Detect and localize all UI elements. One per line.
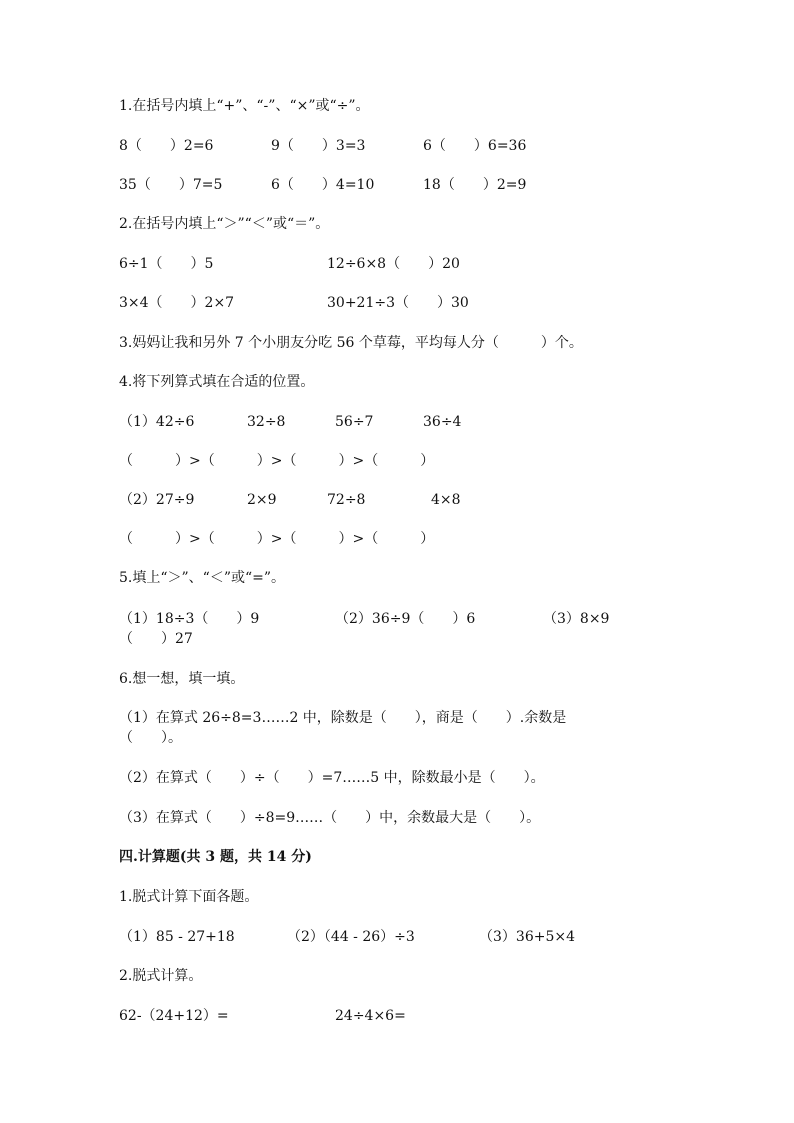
calc2-item1: 62-（24+12）= [119,1008,229,1024]
q4-group2-item1: （2）27÷9 [119,492,195,508]
q1-title: 1.在括号内填上“+”、“-”、“×”或“÷”。 [119,98,370,114]
q6-part3: （3）在算式（ ）÷8=9……（ ）中，余数最大是（ ）。 [119,810,541,826]
q1-row1-item2: 9（ ）3=3 [271,138,366,154]
q6-title: 6.想一想，填一填。 [119,671,245,687]
q2-row1-item1: 6÷1（ ）5 [119,256,214,272]
q4-order1-blanks: （ ）>（ ）>（ ）>（ ） [119,453,435,469]
q4-group1-item3: 56÷7 [335,414,374,430]
q6-part1-line1: （1）在算式 26÷8=3……2 中，除数是（ ），商是（ ）.余数是 [119,710,567,726]
calc1-item3: （3）36+5×4 [479,929,575,945]
q2-row2-item1: 3×4（ ）2×7 [119,295,235,311]
calc2-item2: 24÷4×6= [335,1008,406,1024]
q5-item3: （3）8×9 [543,611,610,627]
q2-row1-item2: 12÷6×8（ ）20 [327,256,460,272]
q4-group1-item1: （1）42÷6 [119,414,195,430]
section4-title: 四.计算题(共 3 题，共 14 分) [119,849,312,865]
q1-row1-item3: 6（ ）6=36 [423,138,527,154]
q4-group2-item2: 2×9 [247,492,277,508]
q3-title: 3.妈妈让我和另外 7 个小朋友分吃 56 个草莓，平均每人分（ ）个。 [119,335,583,351]
q4-group1-item4: 36÷4 [423,414,462,430]
calc1-item1: （1）85 - 27+18 [119,929,235,945]
q5-item1: （1）18÷3（ ）9 [119,611,260,627]
q1-row1-item1: 8（ ）2=6 [119,138,214,154]
q4-title: 4.将下列算式填在合适的位置。 [119,374,315,390]
q5-item3-wrap: （ ）27 [119,631,193,647]
q1-row2-item1: 35（ ）7=5 [119,177,223,193]
q4-group2-item3: 72÷8 [327,492,366,508]
q2-row2-item2: 30+21÷3（ ）30 [327,295,469,311]
q4-group2-item4: 4×8 [431,492,461,508]
q1-row2-item3: 18（ ）2=9 [423,177,527,193]
q1-row2-item2: 6（ ）4=10 [271,177,375,193]
q6-part1-line2: （ ）。 [119,730,182,746]
calc1-item2: （2）（44 - 26）÷3 [287,929,415,945]
q4-order2-blanks: （ ）>（ ）>（ ）>（ ） [119,531,435,547]
calc1-title: 1.脱式计算下面各题。 [119,889,259,905]
q4-group1-item2: 32÷8 [247,414,286,430]
calc2-title: 2.脱式计算。 [119,968,203,984]
q2-title: 2.在括号内填上“＞”“＜”或“＝”。 [119,216,330,232]
q5-title: 5.填上“＞”、“＜”或“=”。 [119,570,286,586]
q5-item2: （2）36÷9（ ）6 [335,611,476,627]
q6-part2: （2）在算式（ ）÷（ ）=7……5 中，除数最小是（ ）。 [119,770,545,786]
